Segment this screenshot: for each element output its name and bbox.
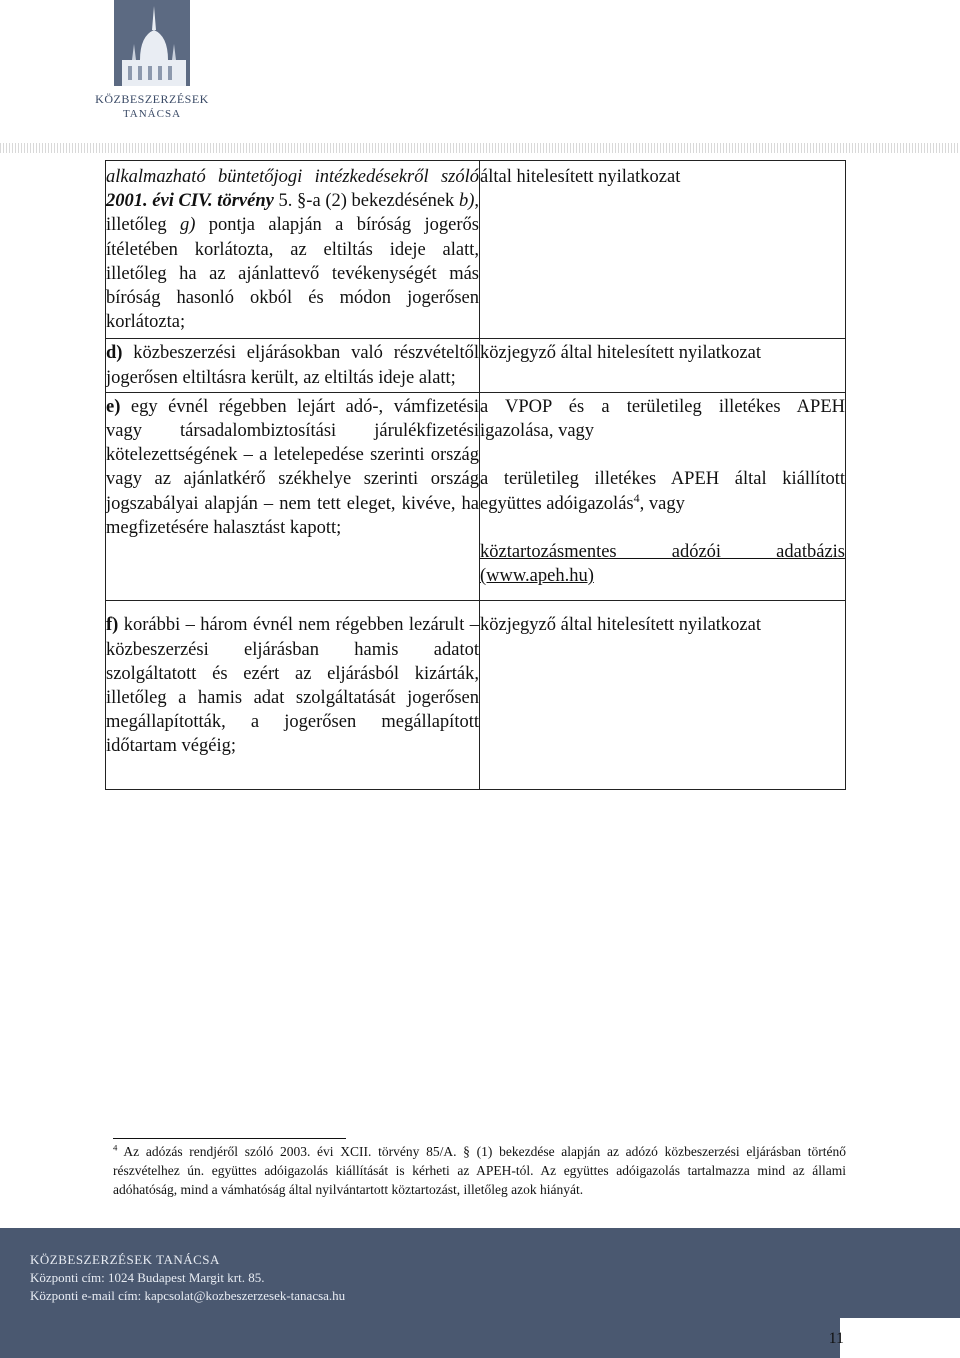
proof-cell: közjegyző által hitelesített nyilatkozat xyxy=(480,601,846,789)
footer-email: Központi e-mail cím: kapcsolat@kozbeszerzesek-tanacsa.hu xyxy=(30,1288,346,1303)
proof-cell: közjegyző által hitelesített nyilatkozat xyxy=(480,339,846,392)
footer-org-name: KÖZBESZERZÉSEK TANÁCSA xyxy=(30,1252,220,1267)
table-row xyxy=(106,601,846,789)
footnote-rule xyxy=(113,1138,346,1139)
logo-org-line1: KÖZBESZERZÉSEK xyxy=(95,92,209,106)
table-row xyxy=(106,161,846,339)
logo-org-line2: TANÁCSA xyxy=(122,108,182,120)
footnote-text: Az adózás rendjéről szóló 2003. évi XCII. törvény 85/A. § (1) bekezdése alapján az adózó közbeszerzési eljárásban történő részvételhez ún. együttes adóigazolás kiállítását is kérheti az APEH-tól. Az együttes adóigazolás tartalmazza mind az állami adóhatóság, mind a vámhatóság által nyilvántartott köztartozást, illetőleg azok hiányát. xyxy=(113,1144,846,1197)
footer-address: Központi cím: 1024 Budapest Margit krt. 85. xyxy=(30,1270,265,1285)
building-dome-icon xyxy=(114,0,190,86)
requirement-cell: e) egy évnél régebben lejárt adó-, vámfizetési vagy társadalombiztosítási járulékfizetési kötelezettségének – a letelepedése szerinti ország vagy az ajánlatkérő székhelye szerinti ország jogszabályai alapján – nem tett eleget, kivéve, ha megfizetésére halasztást kapott; xyxy=(106,392,480,601)
requirement-cell: d) közbeszerzési eljárásokban való részvételtől jogerősen eltiltásra került, az eltiltás ideje alatt; xyxy=(106,339,480,392)
page-number-box xyxy=(840,1318,960,1358)
logo xyxy=(92,0,212,130)
page-footer xyxy=(0,1228,960,1358)
header-divider xyxy=(0,143,960,153)
requirements-table xyxy=(105,160,846,790)
footnote-number: 4 xyxy=(113,1142,118,1153)
proof-cell: által hitelesített nyilatkozat xyxy=(480,161,846,339)
page-number: 11 xyxy=(828,1330,844,1347)
table-row xyxy=(106,392,846,601)
requirement-cell: alkalmazható büntetőjogi intézkedésekről szóló 2001. évi CIV. törvény 5. §-a (2) bekezdésének b), illetőleg g) pontja alapján a bíróság jogerős ítéletében korlátozta, az eltiltás ideje alatt, illetőleg ha az ajánlattevő tevékenységét más bíróság hasonló okból és módon jogerősen korlátozta; xyxy=(106,161,480,339)
footnote xyxy=(113,1142,846,1199)
proof-cell: a VPOP és a területileg illetékes APEH igazolása, vagy a területileg illetékes APEH által kiállított együttes adóigazolás$^4$, vagy köztartozásmentes adózói adatbázis (www.apeh.hu) xyxy=(480,392,846,601)
requirement-cell: f) korábbi – három évnél nem régebben lezárult – közbeszerzési eljárásban hamis adatot szolgáltatott és ezért az eljárásból kizárták, illetőleg a hamis adat szolgáltatását jogerősen megállapították, a jogerősen megállapított időtartam végéig; xyxy=(106,601,480,789)
table-row xyxy=(106,339,846,392)
